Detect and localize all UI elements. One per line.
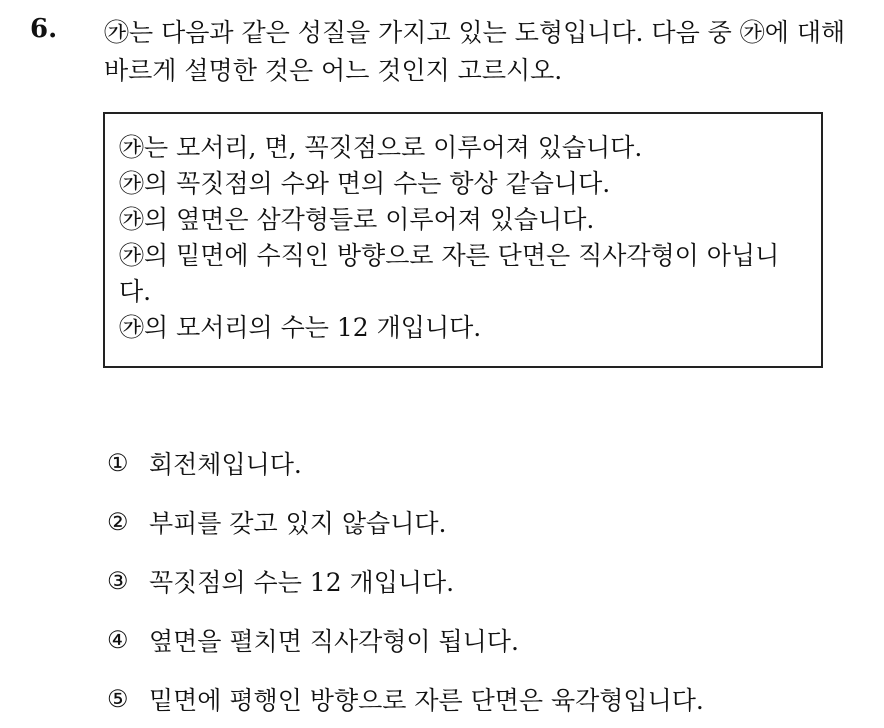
choice-2[interactable] xyxy=(107,492,704,551)
choice-1[interactable] xyxy=(107,433,704,492)
condition-item-text: ㉮의 밑면에 수직인 방향으로 자른 단면은 직사각형이 아닙니 xyxy=(119,241,780,270)
conditions-box xyxy=(103,112,823,368)
question-stem xyxy=(104,14,874,90)
condition-item xyxy=(119,238,809,310)
choice-text: 회전체입니다. xyxy=(149,449,302,479)
question-stem-line: 바르게 설명한 것은 어느 것인지 고르시오. xyxy=(104,56,563,85)
condition-item: ㉮의 꼭짓점의 수와 면의 수는 항상 같습니다. xyxy=(119,169,611,198)
choice-text: 밑면에 평행인 방향으로 자른 단면은 육각형입니다. xyxy=(149,685,704,715)
choice-5[interactable] xyxy=(107,669,704,728)
conditions-list xyxy=(119,130,809,346)
condition-item-text-tail: 다. xyxy=(119,277,152,306)
choice-text: 부피를 갖고 있지 않습니다. xyxy=(149,508,447,538)
condition-item: ㉮의 옆면은 삼각형들로 이루어져 있습니다. xyxy=(119,205,595,234)
choice-number: ② xyxy=(107,507,129,536)
choice-number: ④ xyxy=(107,625,129,654)
choice-number: ③ xyxy=(107,566,129,595)
choice-4[interactable] xyxy=(107,610,704,669)
choice-text: 꼭짓점의 수는 12 개입니다. xyxy=(149,567,455,597)
choice-number: ⑤ xyxy=(107,684,129,713)
answer-choices xyxy=(107,433,704,728)
condition-item: ㉮의 모서리의 수는 12 개입니다. xyxy=(119,313,482,342)
question-number: 6. xyxy=(30,14,58,44)
choice-number: ① xyxy=(107,448,129,477)
choice-text: 옆면을 펼치면 직사각형이 됩니다. xyxy=(149,626,519,656)
choice-3[interactable] xyxy=(107,551,704,610)
condition-item: ㉮는 모서리, 면, 꼭짓점으로 이루어져 있습니다. xyxy=(119,133,643,162)
question-stem-line: ㉮는 다음과 같은 성질을 가지고 있는 도형입니다. 다음 중 ㉮에 대해 xyxy=(104,18,846,47)
